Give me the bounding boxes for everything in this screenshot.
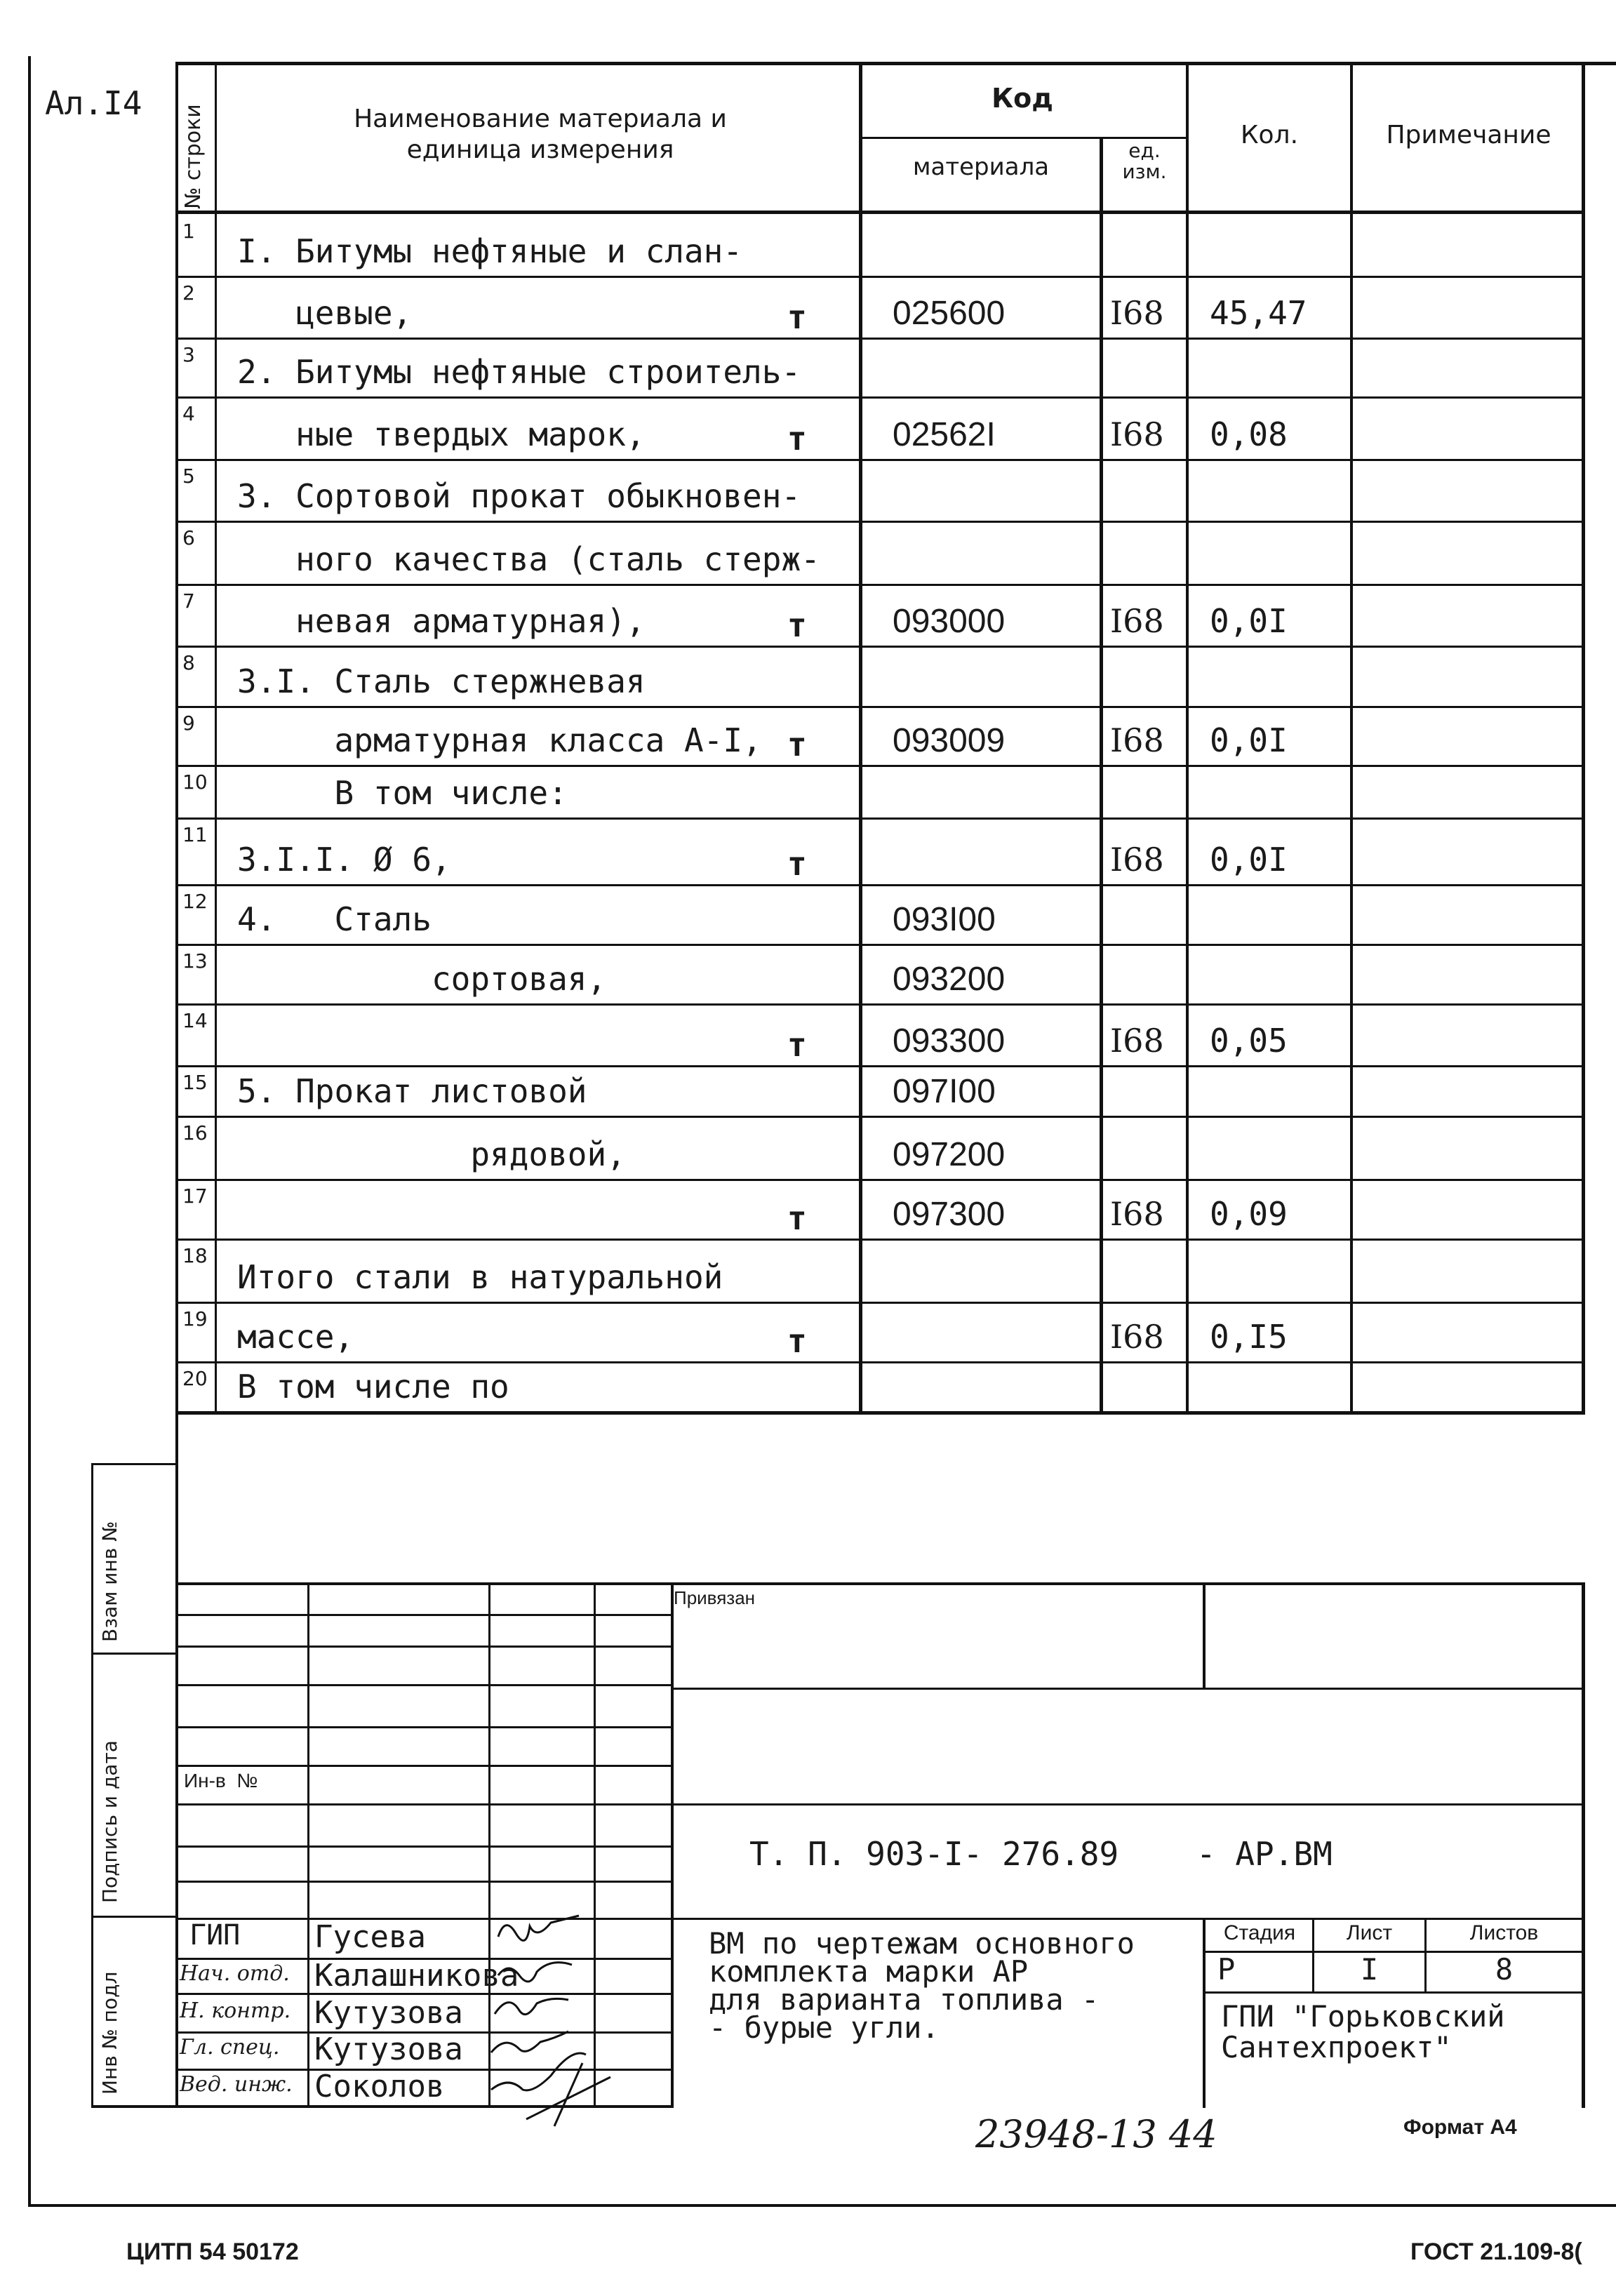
row-unit-mark: т [787, 1026, 807, 1064]
row-number: 13 [182, 949, 208, 973]
row-unit-mark: т [787, 1199, 807, 1237]
signer-role-3: Н. контр. [180, 1998, 291, 2023]
row-name: 3.I. Сталь стержневая [237, 662, 646, 700]
header-code-material: материала [912, 153, 1050, 181]
side-vzam-inv: Взам инв № [98, 1521, 121, 1642]
row-number: 15 [182, 1071, 208, 1094]
sheet-value: I [1360, 1952, 1379, 1987]
row-unit-code: I68 [1110, 721, 1164, 759]
row-divider [175, 1239, 1585, 1241]
row-material-code: 093I00 [893, 901, 996, 938]
row-divider [175, 276, 1585, 278]
row-unit-mark: т [787, 726, 807, 763]
row-divider [175, 1065, 1585, 1067]
sheet-label: Ал.I4 [45, 84, 142, 122]
row-material-code: 02562I [893, 416, 996, 453]
row-quantity: 0,05 [1210, 1022, 1288, 1060]
row-divider [175, 584, 1585, 586]
row-unit-mark: т [787, 845, 807, 883]
row-divider [175, 1302, 1585, 1304]
row-unit-code: I68 [1110, 602, 1164, 640]
row-quantity: 0,0I [1210, 841, 1288, 879]
row-divider [175, 396, 1585, 399]
row-material-code: 093009 [893, 722, 1006, 759]
row-name: В том числе по [237, 1368, 509, 1406]
row-number: 18 [182, 1244, 208, 1267]
row-unit-code: I68 [1110, 841, 1164, 879]
stage-value: Р [1217, 1952, 1236, 1987]
row-unit-code: I68 [1110, 415, 1164, 453]
row-quantity: 0,0I [1210, 602, 1288, 640]
row-unit-mark: т [787, 298, 807, 336]
row-number: 8 [182, 651, 195, 674]
handwritten-number: 23948-13 44 [975, 2112, 1217, 2156]
row-name: арматурная класса А-I, [237, 721, 762, 759]
stage-label: Стадия [1223, 1921, 1296, 1944]
row-name: рядовой, [237, 1135, 626, 1173]
row-number: 2 [182, 281, 195, 305]
row-divider [175, 338, 1585, 340]
org-name: ГПИ "Горьковский Сантехпроект" [1221, 1999, 1505, 2064]
signer-role-5: Вед. инж. [180, 2072, 293, 2097]
row-divider [175, 1179, 1585, 1181]
row-material-code: 097200 [893, 1136, 1006, 1173]
row-name: сортовая, [237, 960, 607, 998]
row-divider [175, 706, 1585, 708]
frame-left [28, 56, 31, 2207]
header-row-no: № строки [181, 104, 206, 209]
row-name: 3. Сортовой прокат обыкновен- [237, 477, 801, 515]
row-number: 14 [182, 1009, 208, 1032]
row-divider [175, 817, 1585, 820]
sheets-value: 8 [1495, 1952, 1514, 1987]
row-name: ного качества (сталь стерж- [237, 540, 820, 578]
row-divider [175, 884, 1585, 886]
row-number: 9 [182, 712, 195, 735]
row-number: 1 [182, 220, 195, 243]
row-material-code: 097300 [893, 1196, 1006, 1233]
signer-name-3: Кутузова [314, 1995, 463, 2031]
side-inv-podl: Инв № подл [98, 1971, 121, 2095]
row-number: 7 [182, 589, 195, 613]
footer-left: ЦИТП 54 50172 [126, 2238, 299, 2265]
row-number: 5 [182, 465, 195, 488]
row-number: 3 [182, 343, 195, 366]
row-divider [175, 646, 1585, 648]
row-divider [175, 765, 1585, 767]
signer-name-5: Соколов [314, 2069, 445, 2104]
row-quantity: 0,08 [1210, 415, 1288, 453]
row-material-code: 097I00 [893, 1073, 996, 1110]
signer-role-4: Гл. спец. [180, 2035, 280, 2060]
row-name: массе, [237, 1318, 354, 1356]
row-material-code: 093300 [893, 1022, 1006, 1060]
row-divider [175, 1116, 1585, 1118]
row-name: цевые, [237, 294, 413, 332]
row-name: 4. Сталь [237, 900, 432, 938]
sheets-label: Листов [1469, 1921, 1539, 1944]
row-divider [175, 1003, 1585, 1006]
stamp-inv-no: Ин-в № [184, 1770, 258, 1791]
signer-name-2: Калашникова [314, 1958, 519, 1994]
row-material-code: 093200 [893, 961, 1006, 998]
row-number: 10 [182, 770, 208, 794]
row-divider [175, 521, 1585, 523]
row-unit-code: I68 [1110, 1318, 1164, 1356]
row-quantity: 45,47 [1210, 294, 1307, 332]
row-quantity: 0,0I [1210, 721, 1288, 759]
row-name: В том числе: [237, 774, 568, 812]
row-divider [175, 1361, 1585, 1363]
row-number: 11 [182, 823, 208, 846]
row-number: 12 [182, 890, 208, 913]
signatures-graphic [484, 1909, 695, 2133]
frame-top [175, 62, 1616, 65]
frame-bottom [28, 2204, 1616, 2207]
row-unit-mark: т [787, 1322, 807, 1360]
row-name: невая арматурная), [237, 602, 646, 640]
row-name: ные твердых марок, [237, 415, 646, 453]
row-unit-code: I68 [1110, 1195, 1164, 1233]
row-name: 3.I.I. Ø 6, [237, 841, 451, 879]
row-quantity: 0,I5 [1210, 1318, 1288, 1356]
row-unit-code: I68 [1110, 294, 1164, 332]
row-number: 19 [182, 1307, 208, 1330]
row-quantity: 0,09 [1210, 1195, 1288, 1233]
signer-role-1: ГИП [189, 1919, 241, 1951]
header-name-col: Наименование материала и единица измерения [354, 105, 727, 164]
header-qty: Кол. [1240, 121, 1299, 149]
doc-title: ВМ по чертежам основного комплекта марки АР для варианта топлива - - бурые угли. [709, 1926, 1135, 2045]
header-note: Примечание [1386, 121, 1551, 149]
signer-name-1: Гусева [314, 1919, 426, 1955]
row-number: 6 [182, 526, 195, 549]
row-divider [175, 944, 1585, 946]
row-unit-mark: т [787, 606, 807, 644]
row-name: 5. Прокат листовой [237, 1072, 587, 1110]
row-number: 20 [182, 1367, 208, 1390]
stamp-privyazan: Привязан [674, 1587, 756, 1608]
row-number: 16 [182, 1121, 208, 1144]
signer-name-4: Кутузова [314, 2031, 463, 2067]
row-divider [175, 459, 1585, 461]
row-name: I. Битумы нефтяные и слан- [237, 232, 743, 270]
footer-right: ГОСТ 21.109-8( [1410, 2238, 1582, 2265]
side-podpis-data: Подпись и дата [98, 1740, 121, 1903]
row-name: 2. Битумы нефтяные строитель- [237, 353, 801, 391]
row-unit-mark: т [787, 420, 807, 458]
row-material-code: 093000 [893, 603, 1006, 640]
signer-role-2: Нач. отд. [180, 1961, 290, 1986]
format-label: Формат А4 [1403, 2116, 1517, 2139]
header-code-group: Код [991, 83, 1053, 114]
row-number: 4 [182, 402, 195, 425]
row-unit-code: I68 [1110, 1022, 1164, 1060]
sheet-label-header: Лист [1346, 1921, 1393, 1944]
row-material-code: 025600 [893, 295, 1006, 332]
row-number: 17 [182, 1184, 208, 1208]
header-code-unit: ед. изм. [1122, 139, 1167, 183]
doc-code: Т. П. 903-I- 276.89 - АР.ВМ [749, 1835, 1333, 1873]
row-name: Итого стали в натуральной [237, 1258, 723, 1296]
